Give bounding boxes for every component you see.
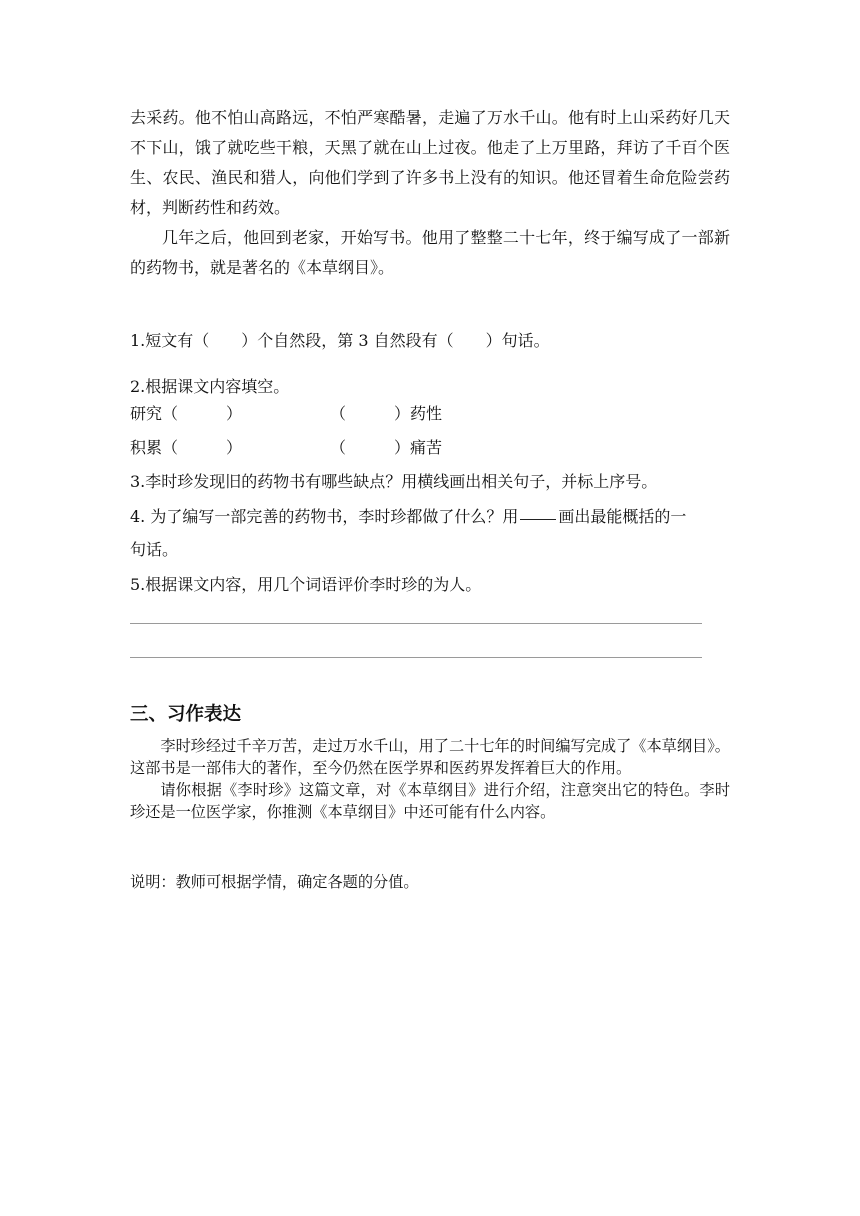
question-2-row-2-left: 积累（ ） bbox=[130, 438, 243, 457]
question-4-text-part-2: 画出最能概括的一 bbox=[558, 507, 687, 526]
section-3 bbox=[130, 700, 241, 726]
section-3-title: 三、习作表达 bbox=[130, 704, 242, 725]
question-2-title: 2.根据课文内容填空。 bbox=[130, 377, 290, 396]
answer-line-1 bbox=[130, 623, 702, 624]
section-3-paragraph-2: 请你根据《李时珍》这篇文章，对《本草纲目》进行介绍，注意突出它的特色。李时珍还是一位医学家，你推测《本草纲目》中还可能有什么内容。 bbox=[130, 781, 730, 821]
question-1: 1.短文有（ ）个自然段，第 3 自然段有（ ）句话。 bbox=[130, 331, 550, 350]
question-3: 3.李时珍发现旧的药物书有哪些缺点？用横线画出相关句子，并标上序号。 bbox=[130, 472, 658, 491]
question-2-row-2-right: （ ）痛苦 bbox=[330, 438, 443, 457]
question-2-row-1-right: （ ）药性 bbox=[330, 404, 443, 423]
reading-passage bbox=[130, 103, 730, 283]
section-3-body bbox=[130, 735, 730, 823]
passage-paragraph-2: 几年之后，他回到老家，开始写书。他用了整整二十七年，终于编写成了一部新的药物书，就是著名的《本草纲目》。 bbox=[130, 228, 730, 277]
passage-paragraph-1: 去采药。他不怕山高路远，不怕严寒酷暑，走遍了万水千山。他有时上山采药好几天不下山，饿了就吃些干粮，天黑了就在山上过夜。他走了上万里路，拜访了千百个医生、农民、渔民和猎人，向他们学到了许多书上没有的知识。他还冒着生命危险尝药材，判断药性和药效。 bbox=[130, 108, 730, 217]
question-4-continuation: 句话。 bbox=[130, 540, 179, 559]
question-4 bbox=[130, 505, 686, 529]
question-2-row-1-left: 研究（ ） bbox=[130, 404, 243, 423]
answer-line-2 bbox=[130, 657, 702, 658]
teacher-note: 说明：教师可根据学情，确定各题的分值。 bbox=[130, 873, 419, 891]
question-5: 5.根据课文内容，用几个词语评价李时珍的为人。 bbox=[130, 575, 482, 594]
question-4-text-part-1: 4. 为了编写一部完善的药物书，李时珍都做了什么？用 bbox=[130, 507, 519, 526]
section-3-paragraph-1: 李时珍经过千辛万苦，走过万水千山，用了二十七年的时间编写完成了《本草纲目》。这部书是一部伟大的著作，至今仍然在医学界和医药界发挥着巨大的作用。 bbox=[130, 737, 730, 777]
question-4-blank-line bbox=[520, 518, 556, 520]
